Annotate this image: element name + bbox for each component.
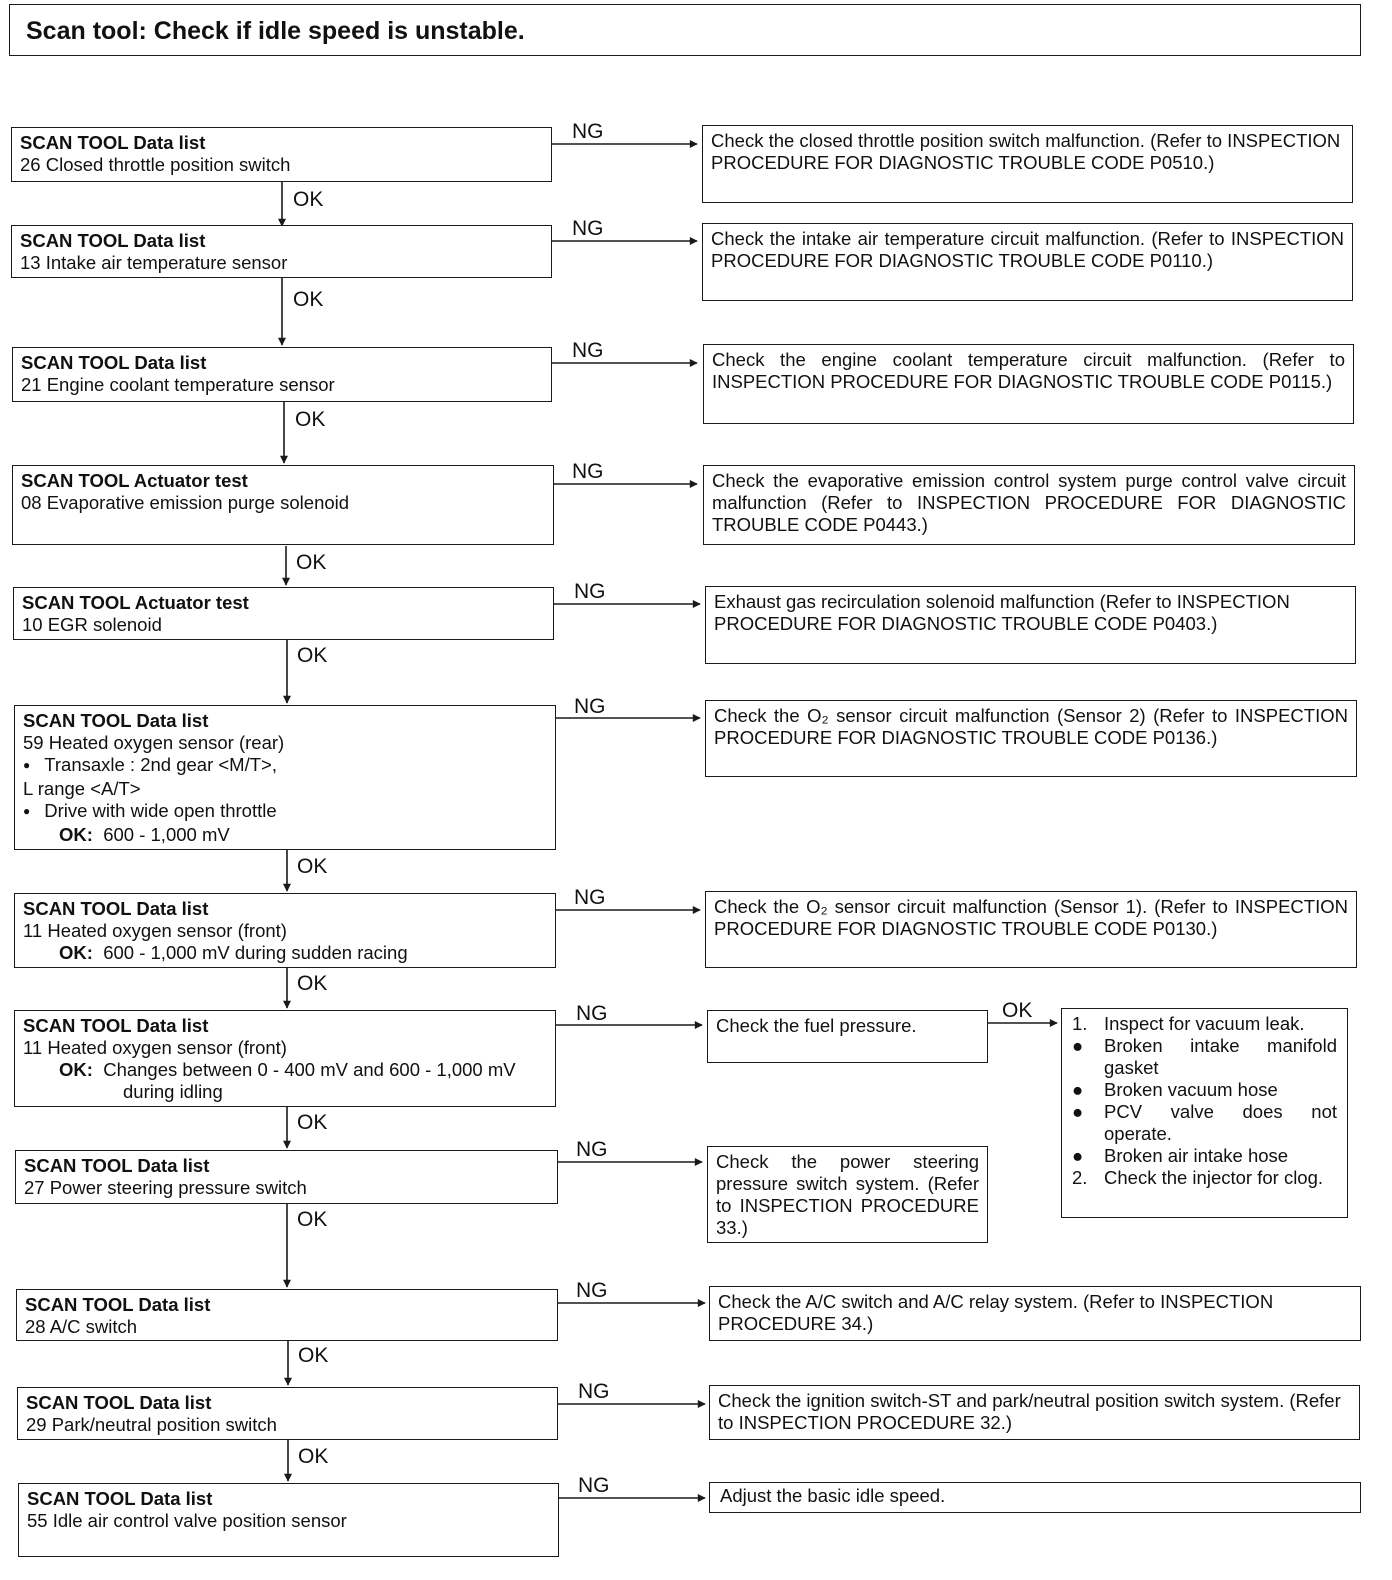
result-text: Check the ignition switch-ST and park/neutral position switch system. (Refer to INSPECTION PROCEDURE 32.) [718, 1390, 1341, 1433]
step-heading: SCAN TOOL Actuator test [21, 470, 248, 491]
step-box [14, 705, 556, 850]
step-heading: SCAN TOOL Data list [23, 710, 209, 731]
ng-label: NG [576, 1002, 608, 1025]
step-criterion [23, 942, 547, 964]
step-heading: SCAN TOOL Data list [21, 352, 207, 373]
result-box [705, 586, 1356, 664]
step-item: 29 Park/neutral position switch [26, 1414, 277, 1435]
bullet-icon: ● [1072, 1079, 1084, 1100]
result-box [702, 223, 1353, 301]
result-box [707, 1146, 988, 1243]
ok-criterion-label: OK: [59, 1059, 93, 1080]
step-heading: SCAN TOOL Actuator test [22, 592, 249, 613]
ng-label: NG [572, 339, 604, 362]
result-text: Check the O₂ sensor circuit malfunction (Sensor 1). (Refer to INSPECTION PROCEDURE FOR DIAGNOSTIC TROUBLE CODE P0130.) [714, 896, 1348, 939]
step-criterion [23, 1059, 547, 1081]
result-box [709, 1482, 1361, 1513]
step-item: ● Drive with wide open throttle [23, 800, 547, 824]
ok-label: OK [293, 188, 324, 211]
further-text: Broken vacuum hose [1104, 1079, 1278, 1100]
ng-label: NG [574, 886, 606, 909]
result-box [703, 344, 1354, 424]
further-item [1072, 1013, 1337, 1035]
step-item: L range <A/T> [23, 778, 141, 799]
step-heading: SCAN TOOL Data list [27, 1488, 213, 1509]
result-text: Check the closed throttle position switch malfunction. (Refer to INSPECTION PROCEDURE FOR DIAGNOSTIC TROUBLE CODE P0510.) [711, 130, 1341, 173]
step-item: 55 Idle air control valve position sensor [27, 1510, 347, 1531]
step-item: 59 Heated oxygen sensor (rear) [23, 732, 285, 753]
ng-label: NG [578, 1474, 610, 1497]
further-item [1072, 1101, 1337, 1145]
step-heading: SCAN TOOL Data list [20, 230, 206, 251]
ok-label: OK [298, 1344, 329, 1367]
step-box [18, 1483, 559, 1557]
step-box [12, 465, 554, 545]
ok-criterion-label: OK: [59, 942, 93, 963]
ok-label: OK [297, 644, 328, 667]
result-box [705, 700, 1357, 777]
result-text: Check the evaporative emission control system purge control valve circuit malfunction (Refer to INSPECTION PROCEDURE FOR DIAGNOSTIC TROUBLE CODE P0443.) [712, 470, 1346, 535]
step-box [14, 1010, 556, 1107]
further-text: Inspect for vacuum leak. [1104, 1013, 1305, 1034]
step-box [14, 893, 556, 968]
ok-label: OK [1002, 999, 1033, 1022]
result-text: Check the fuel pressure. [716, 1015, 917, 1036]
step-item: 10 EGR solenoid [22, 614, 162, 635]
step-heading: SCAN TOOL Data list [26, 1392, 212, 1413]
step-item: 11 Heated oxygen sensor (front) [23, 920, 287, 941]
step-box [12, 347, 552, 402]
step-heading: SCAN TOOL Data list [20, 132, 206, 153]
further-number: 2. [1072, 1167, 1088, 1188]
step-item: ● Transaxle : 2nd gear <M/T>, [23, 754, 547, 778]
step-item: 26 Closed throttle position switch [20, 154, 291, 175]
step-item: during idling [123, 1081, 223, 1102]
step-item: 28 A/C switch [25, 1316, 138, 1337]
ok-criterion-label: OK: [59, 824, 93, 845]
step-box [16, 1289, 558, 1341]
step-box [15, 1150, 558, 1204]
result-box [707, 1010, 988, 1063]
step-item: 13 Intake air temperature sensor [20, 252, 288, 273]
result-box [703, 465, 1355, 545]
further-text: Broken air intake hose [1104, 1145, 1289, 1166]
further-text: Check the injector for clog. [1104, 1167, 1324, 1188]
bullet-icon: ● [1072, 1035, 1084, 1056]
result-text: Check the power steering pressure switch system. (Refer to INSPECTION PROCEDURE 33.) [716, 1151, 979, 1238]
ok-label: OK [293, 288, 324, 311]
further-item [1072, 1145, 1337, 1167]
ng-label: NG [572, 217, 604, 240]
step-heading: SCAN TOOL Data list [25, 1294, 211, 1315]
ng-label: NG [576, 1138, 608, 1161]
step-item: 27 Power steering pressure switch [24, 1177, 307, 1198]
result-text: Exhaust gas recirculation solenoid malfunction (Refer to INSPECTION PROCEDURE FOR DIAGNOSTIC TROUBLE CODE P0403.) [714, 591, 1290, 634]
ok-label: OK [296, 551, 327, 574]
step-heading: SCAN TOOL Data list [24, 1155, 210, 1176]
page-title: Scan tool: Check if idle speed is unstable. [9, 4, 1361, 56]
result-text: Adjust the basic idle speed. [720, 1485, 946, 1506]
result-text: Check the A/C switch and A/C relay system. (Refer to INSPECTION PROCEDURE 34.) [718, 1291, 1274, 1334]
step-box [11, 225, 552, 278]
ok-label: OK [297, 972, 328, 995]
result-box [702, 125, 1353, 203]
step-heading: SCAN TOOL Data list [23, 898, 209, 919]
ng-label: NG [576, 1279, 608, 1302]
further-item [1072, 1079, 1337, 1101]
ok-label: OK [297, 1111, 328, 1134]
bullet-icon: ● [1072, 1101, 1084, 1122]
further-text: PCV valve does not operate. [1104, 1101, 1337, 1144]
ng-label: NG [572, 460, 604, 483]
step-item: 08 Evaporative emission purge solenoid [21, 492, 350, 513]
result-box [705, 891, 1357, 968]
ok-criterion-value: 600 - 1,000 mV [103, 824, 230, 845]
result-text: Check the engine coolant temperature circuit malfunction. (Refer to INSPECTION PROCEDURE FOR DIAGNOSTIC TROUBLE CODE P0115.) [712, 349, 1345, 392]
result-text: Check the O₂ sensor circuit malfunction (Sensor 2) (Refer to INSPECTION PROCEDURE FOR DIAGNOSTIC TROUBLE CODE P0136.) [714, 705, 1348, 748]
ok-criterion-value: 600 - 1,000 mV during sudden racing [103, 942, 408, 963]
result-box [709, 1385, 1360, 1440]
step-item: 11 Heated oxygen sensor (front) [23, 1037, 287, 1058]
further-item [1072, 1035, 1337, 1079]
step-box [13, 587, 554, 640]
ok-criterion-value: Changes between 0 - 400 mV and 600 - 1,000 mV [103, 1059, 516, 1080]
result-text: Check the intake air temperature circuit malfunction. (Refer to INSPECTION PROCEDURE FOR DIAGNOSTIC TROUBLE CODE P0110.) [711, 228, 1344, 271]
further-number: 1. [1072, 1013, 1088, 1034]
ok-label: OK [298, 1445, 329, 1468]
step-box [11, 127, 552, 182]
further-text: Broken intake manifold gasket [1104, 1035, 1337, 1078]
further-checks-box [1061, 1008, 1348, 1218]
ok-label: OK [297, 855, 328, 878]
step-item: 21 Engine coolant temperature sensor [21, 374, 335, 395]
step-box [17, 1387, 558, 1440]
ng-label: NG [578, 1380, 610, 1403]
ok-label: OK [297, 1208, 328, 1231]
ok-label: OK [295, 408, 326, 431]
ng-label: NG [574, 695, 606, 718]
result-box [709, 1286, 1361, 1341]
ng-label: NG [574, 580, 606, 603]
ng-label: NG [572, 120, 604, 143]
step-criterion [23, 824, 547, 846]
bullet-icon: ● [1072, 1145, 1084, 1166]
step-heading: SCAN TOOL Data list [23, 1015, 209, 1036]
further-item [1072, 1167, 1337, 1189]
